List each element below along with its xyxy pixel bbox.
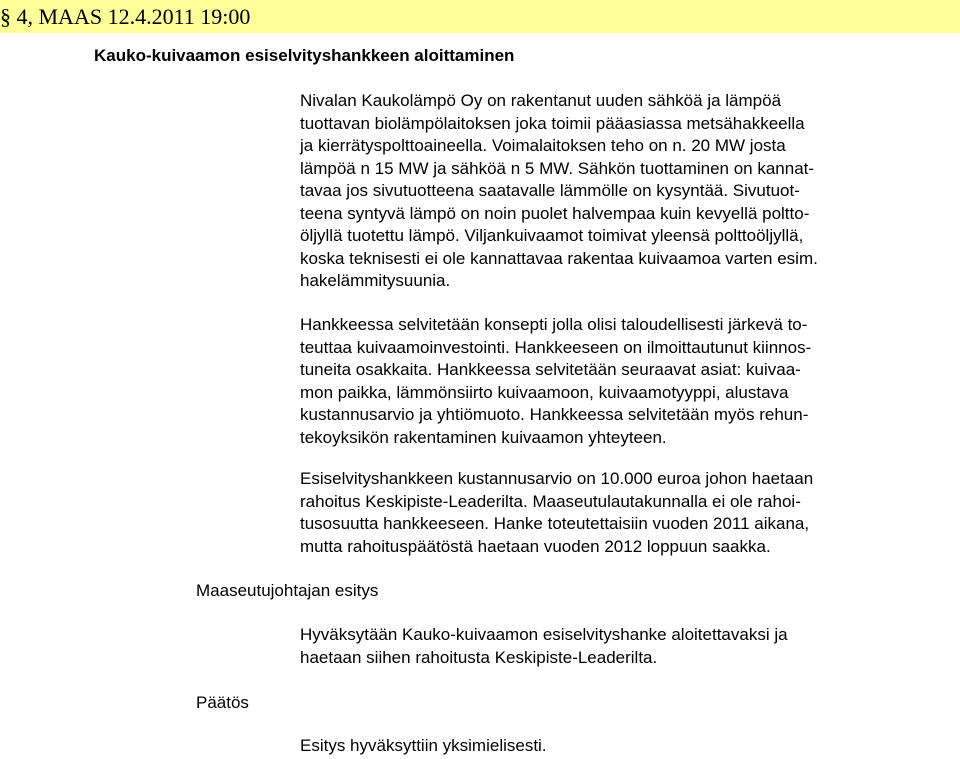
text-line: tavaa jos sivutuotteena saatavalle lämmölle on kysyntää. Sivutuot- [300, 181, 800, 200]
text-line: tuneita osakkaita. Hankkeessa selvitetään seuraavat asiat: kuivaa- [300, 360, 801, 379]
text-line: tuottavan biolämpölaitoksen joka toimii pääasiassa metsähakkeella [300, 113, 805, 133]
text-line: teuttaa kuivaamoinvestointi. Hankkeeseen on ilmoittautunut kiinnos- [300, 337, 812, 357]
text-line: hakelämmitysuunia. [300, 271, 451, 290]
text-line: Hankkeessa selvitetään konsepti jolla olisi taloudellisesti järkevä to- [300, 315, 808, 334]
text-line: Nivalan Kaukolämpö Oy on rakentanut uuden sähköä ja lämpöä [300, 91, 782, 110]
text-line: tekoyksikön rakentaminen kuivaamon yhteyteen. [300, 427, 667, 447]
section-heading: § 4, MAAS 12.4.2011 19:00 [0, 4, 251, 29]
text-line: tusosuutta hankkeeseen. Hanke toteutettaisiin vuoden 2011 aikana, [300, 514, 810, 533]
text-line: Hyväksytään Kauko-kuivaamon esiselvityshanke aloitettavaksi ja [300, 625, 788, 644]
document-title: Kauko-kuivaamon esiselvityshankkeen aloittaminen [94, 46, 515, 65]
paragraph-decision [300, 735, 547, 758]
text-line: kustannusarvio ja yhtiömuoto. Hankkeessa selvitetään myös rehun- [300, 405, 809, 424]
text-line: öljyllä tuotettu lämpö. Viljankuivaamot toimivat yleensä polttoöljyllä, [300, 226, 804, 245]
text-line: teena syntyvä lämpö on noin puolet halvempaa kuin kevyellä poltto- [300, 203, 810, 223]
text-line: rahoitus Keskipiste-Leaderilta. Maaseutulautakunnalla ei ole rahoi- [300, 491, 801, 511]
text-line: koska teknisesti ei ole kannattavaa rakentaa kuivaamoa varten esim. [300, 248, 818, 268]
text-line: lämpöä n 15 MW ja sähköä n 5 MW. Sähkön tuottaminen on kannat- [300, 158, 815, 178]
proposal-label: Maaseutujohtajan esitys [196, 581, 379, 600]
paragraph-project-scope [300, 314, 811, 449]
decision-label: Päätös [196, 693, 249, 712]
paragraph-cost-estimate [300, 468, 813, 558]
paragraph-background [300, 90, 818, 293]
text-line: haetaan siihen rahoitusta Keskipiste-Leaderilta. [300, 647, 658, 667]
text-line: Esitys hyväksyttiin yksimielisesti. [300, 736, 547, 755]
text-line: mon paikka, lämmönsiirto kuivaamoon, kuivaamotyyppi, alustava [300, 382, 789, 402]
paragraph-proposal [300, 624, 788, 669]
section-header [0, 0, 960, 33]
text-line: mutta rahoituspäätöstä haetaan vuoden 2012 loppuun saakka. [300, 536, 771, 556]
text-line: Esiselvityshankkeen kustannusarvio on 10.000 euroa johon haetaan [300, 469, 814, 488]
text-line: ja kierrätyspolttoaineella. Voimalaitoksen teho on n. 20 MW josta [300, 136, 786, 155]
